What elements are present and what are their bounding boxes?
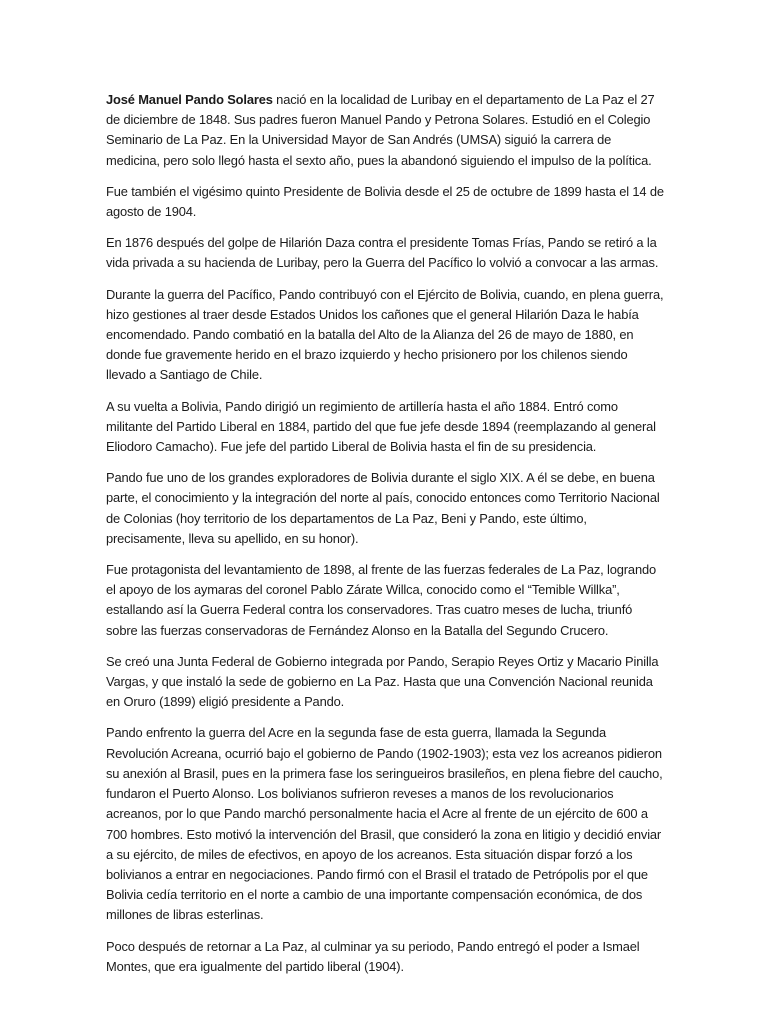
- paragraph-9: Pando enfrento la guerra del Acre en la segunda fase de esta guerra, llamada la Segunda Revolución Acreana, ocurrió bajo el gobierno de Pando (1902-1903); esta vez los acreanos pidieron su anexión al Brasil, pues en la primera fase los seringueiros brasileños, en plena fiebre del caucho, fundaron el Puerto Alonso. Los bolivianos sufrieron reveses a manos de los revolucionarios acreanos, por lo que Pando marchó personalmente hacia el Acre al frente de un ejército de 600 a 700 hombres. Esto motivó la intervención del Brasil, que consideró la zona en litigio y decidió enviar a su ejército, de miles de efectivos, en apoyo de los acreanos. Esta situación dispar forzó a los bolivianos a entrar en negociaciones. Pando firmó con el Brasil el tratado de Petrópolis por el que Bolivia cedía territorio en el norte a cambio de una importante compensación económica, de dos millones de libras esterlinas.: [106, 725, 663, 923]
- paragraph-1-text: nació en la localidad de Luribay en el departamento de La Paz el 27 de diciembre de 1848. Sus padres fueron Manuel Pando y Petrona Solares. Estudió en el Colegio Seminario de La Paz. En la Universidad Mayor de San Andrés (UMSA) siguió la carrera de medicina, pero solo llegó hasta el sexto año, pues la abandonó siguiendo el impulso de la política.: [106, 92, 655, 168]
- paragraph-10: Poco después de retornar a La Paz, al culminar ya su periodo, Pando entregó el poder a Ismael Montes, que era igualmente del partido liberal (1904).: [106, 938, 640, 974]
- paragraph-4: Durante la guerra del Pacífico, Pando contribuyó con el Ejército de Bolivia, cuando, en plena guerra, hizo gestiones al traer desde Estados Unidos los cañones que el general Hilarión Daza le había encomendado. Pando combatió en la batalla del Alto de la Alianza del 26 de mayo de 1880, en donde fue gravemente herido en el brazo izquierdo y hecho prisionero por los chilenos siendo llevado a Santiago de Chile.: [106, 286, 664, 383]
- paragraph-7: Fue protagonista del levantamiento de 1898, al frente de las fuerzas federales de La Paz, logrando el apoyo de los aymaras del coronel Pablo Zárate Willca, conocido como el “Temible Willka”, estallando así la Guerra Federal contra los conservadores. Tras cuatro meses de lucha, triunfó sobre las fuerzas conservadoras de Fernández Alonso en la Batalla del Segundo Crucero.: [106, 562, 656, 638]
- paragraph-8: Se creó una Junta Federal de Gobierno integrada por Pando, Serapio Reyes Ortiz y Macario Pinilla Vargas, y que instaló la sede de gobierno en La Paz. Hasta que una Convención Nacional reunida en Oruro (1899) eligió presidente a Pando.: [106, 653, 659, 710]
- paragraph-1: [106, 90, 664, 171]
- paragraph-3: En 1876 después del golpe de Hilarión Daza contra el presidente Tomas Frías, Pando se retiró a la vida privada a su hacienda de Luribay, pero la Guerra del Pacífico lo volvió a convocar a las armas.: [106, 235, 659, 271]
- paragraph-5: A su vuelta a Bolivia, Pando dirigió un regimiento de artillería hasta el año 1884. Entró como militante del Partido Liberal en 1884, partido del que fue jefe desde 1894 (reemplazando al general Eliodoro Camacho). Fue jefe del partido Liberal de Bolivia hasta el fin de su presidencia.: [106, 398, 656, 455]
- subject-name: José Manuel Pando Solares: [106, 92, 273, 107]
- document-body: [106, 90, 664, 988]
- paragraph-6: Pando fue uno de los grandes exploradores de Bolivia durante el siglo XIX. A él se debe, en buena parte, el conocimiento y la integración del norte al país, conocido entonces como Territorio Nacional de Colonias (hoy territorio de los departamentos de La Paz, Beni y Pando, este último, precisamente, lleva su apellido, en su honor).: [106, 470, 660, 546]
- paragraph-2: Fue también el vigésimo quinto Presidente de Bolivia desde el 25 de octubre de 1899 hasta el 14 de agosto de 1904.: [106, 183, 664, 220]
